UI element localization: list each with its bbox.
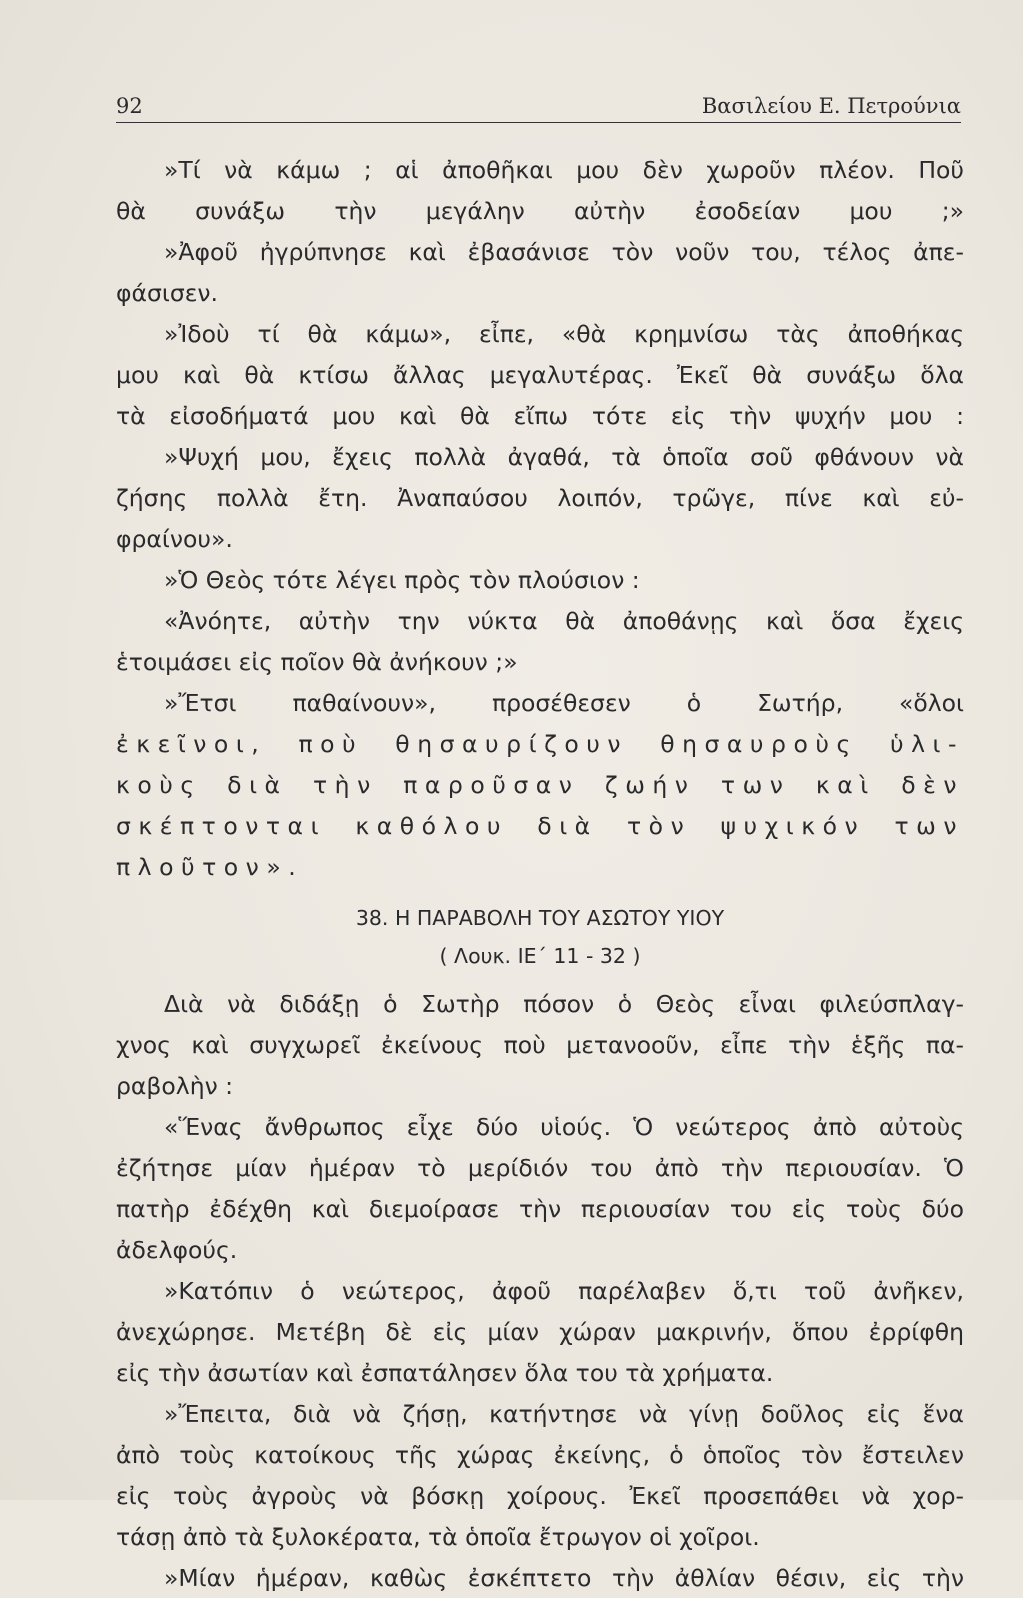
text-line: φάσισεν.	[116, 279, 219, 307]
text-line: τάσῃ ἀπὸ τὰ ξυλοκέρατα, τὰ ὁποῖα ἔτρωγον οἱ χοῖροι.	[116, 1523, 760, 1551]
text-line: ἀπὸ τοὺς κατοίκους τῆς χώρας ἐκείνης, ὁ ὁποῖος τὸν ἔστειλεν	[116, 1441, 964, 1469]
text-line: »Μίαν ἡμέραν, καθὼς ἐσκέπτετο τὴν ἀθλίαν θέσιν, εἰς τὴν	[164, 1564, 964, 1592]
text-line: ἐζήτησε μίαν ἡμέραν τὸ μερίδιόν του ἀπὸ τὴν περιουσίαν. Ὁ	[116, 1154, 964, 1182]
text-line: »Ψυχή μου, ἔχεις πολλὰ ἀγαθά, τὰ ὁποῖα σοῦ φθάνουν νὰ	[164, 443, 964, 471]
text-line: Διὰ νὰ διδάξῃ ὁ Σωτὴρ πόσον ὁ Θεὸς εἶναι φιλεύσπλαγ-	[164, 990, 964, 1018]
text-line: «Ἕνας ἄνθρωπος εἶχε δύο υἱούς. Ὁ νεώτερος ἀπὸ αὐτοὺς	[164, 1113, 964, 1141]
text-line: ζήσης πολλὰ ἔτη. Ἀναπαύσου λοιπόν, τρῶγε, πίνε καὶ εὐ-	[116, 484, 964, 512]
text-line: πλοῦτον».	[116, 853, 304, 881]
text-line: κοὺς διὰ τὴν παροῦσαν ζωήν των καὶ δὲν	[116, 771, 964, 799]
text-line: τὰ εἰσοδήματά μου καὶ θὰ εἴπω τότε εἰς τὴν ψυχήν μου :	[116, 402, 964, 430]
text-line: θὰ συνάξω τὴν μεγάλην αὐτὴν ἐσοδείαν μου ;»	[116, 197, 964, 225]
text-line: εἰς τὴν ἀσωτίαν καὶ ἐσπατάλησεν ὅλα του τὰ χρήματα.	[116, 1359, 774, 1387]
text-line: «Ἀνόητε, αὐτὴν την νύκτα θὰ ἀποθάνῃς καὶ ὅσα ἔχεις	[164, 607, 964, 635]
text-line: ἀνεχώρησε. Μετέβη δὲ εἰς μίαν χώραν μακρινήν, ὅπου ἐρρίφθη	[116, 1318, 964, 1346]
text-line: σκέπτονται καθόλου διὰ τὸν ψυχικόν των	[116, 812, 964, 840]
text-line: »Κατόπιν ὁ νεώτερος, ἀφοῦ παρέλαβεν ὅ,τι τοῦ ἀνῆκεν,	[164, 1277, 964, 1305]
text-line: »Τί νὰ κάμω ; αἱ ἀποθῆκαι μου δὲν χωροῦν πλέον. Ποῦ	[164, 156, 964, 184]
text-line: ἀδελφούς.	[116, 1236, 238, 1264]
section-heading: 38. Η ΠΑΡΑΒΟΛΗ ΤΟΥ ΑΣΩΤΟΥ ΥΙΟΥ	[355, 906, 725, 930]
text-line: ραβολὴν :	[116, 1072, 234, 1100]
running-head: Βασιλείου Ε. Πετρούνια	[701, 94, 961, 118]
text-line: »Ὁ Θεὸς τότε λέγει πρὸς τὸν πλούσιον :	[164, 566, 640, 594]
scripture-reference: ( Λουκ. ΙΕ΄ 11 - 32 )	[439, 944, 641, 968]
text-line: μου καὶ θὰ κτίσω ἄλλας μεγαλυτέρας. Ἐκεῖ θὰ συνάξω ὅλα	[116, 361, 964, 389]
text-line: »Ἔτσι παθαίνουν», προσέθεσεν ὁ Σωτήρ, «ὅλοι	[164, 689, 964, 717]
text-line: »Ἀφοῦ ἠγρύπνησε καὶ ἐβασάνισε τὸν νοῦν του, τέλος ἀπε-	[164, 238, 964, 266]
page-header	[116, 88, 961, 123]
text-line: »Ἰδοὺ τί θὰ κάμω», εἶπε, «θὰ κρημνίσω τὰς ἀποθήκας	[164, 320, 964, 348]
text-line: εἰς τοὺς ἀγροὺς νὰ βόσκῃ χοίρους. Ἐκεῖ προσεπάθει νὰ χορ-	[116, 1482, 964, 1510]
text-line: χνος καὶ συγχωρεῖ ἐκείνους ποὺ μετανοοῦν, εἶπε τὴν ἑξῆς πα-	[116, 1031, 964, 1059]
text-line: φραίνου».	[116, 525, 233, 553]
text-line: πατὴρ ἐδέχθη καὶ διεμοίρασε τὴν περιουσίαν του εἰς τοὺς δύο	[116, 1195, 964, 1223]
text-line: ἑτοιμάσει εἰς ποῖον θὰ ἀνήκουν ;»	[116, 648, 518, 676]
text-line: »Ἔπειτα, διὰ νὰ ζήσῃ, κατήντησε νὰ γίνῃ δοῦλος εἰς ἕνα	[164, 1400, 964, 1428]
text-line: ἐκεῖνοι, ποὺ θησαυρίζουν θησαυροὺς ὑλι-	[116, 730, 964, 758]
page-number: 92	[116, 94, 143, 118]
